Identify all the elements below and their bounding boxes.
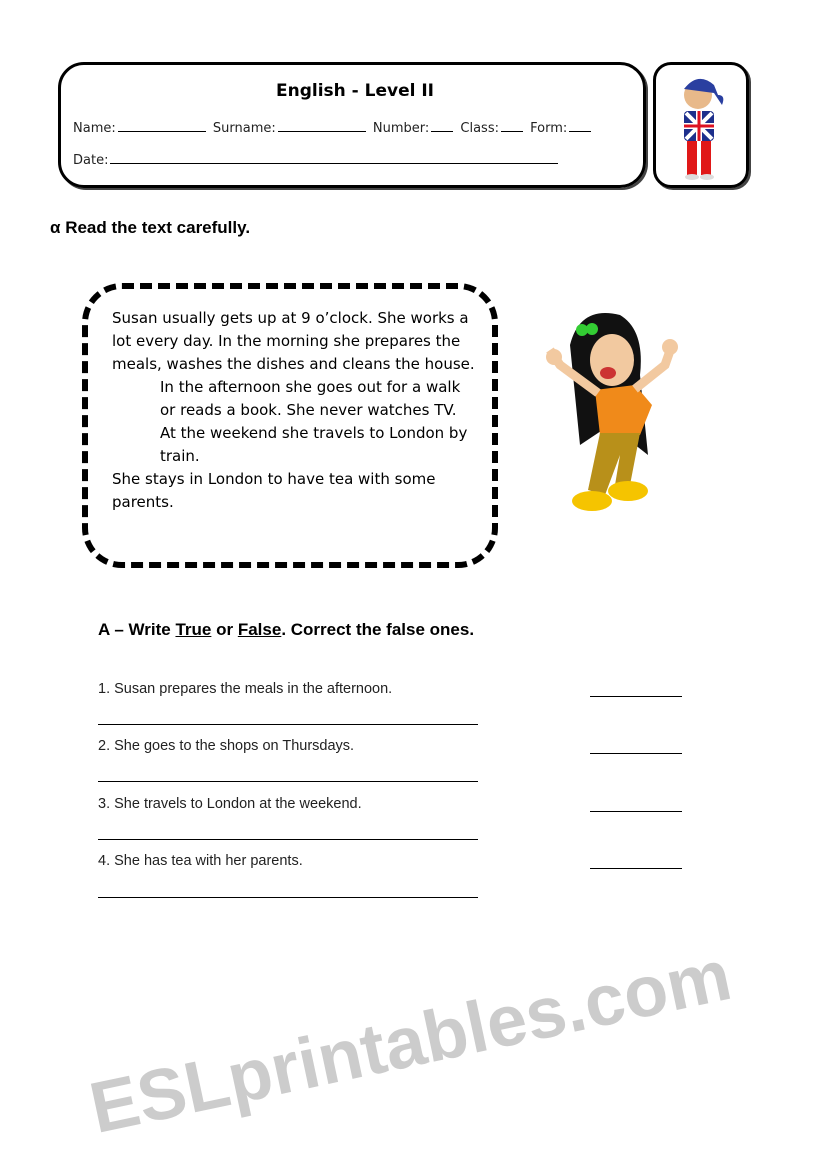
or-word: or xyxy=(211,620,238,639)
date-label: Date: xyxy=(73,153,109,168)
class-field[interactable] xyxy=(501,119,523,132)
form-field[interactable] xyxy=(569,119,591,132)
answer-1-blank[interactable] xyxy=(590,696,682,697)
paragraph: Susan usually gets up at 9 o’clock. She works a lot every day. In the morning she prepares the meals, washes the dishes and cleans the house. xyxy=(112,309,475,373)
question-1: 1. Susan prepares the meals in the afternoon. xyxy=(98,681,393,697)
true-word: True xyxy=(175,620,212,639)
date-row xyxy=(73,151,561,168)
correction-3-line[interactable] xyxy=(98,839,478,840)
watermark: ESLprintables.com xyxy=(83,935,738,1149)
question-2: 2. She goes to the shops on Thursdays. xyxy=(98,738,355,754)
answer-4-blank[interactable] xyxy=(590,868,682,869)
alpha-bullet-icon: α xyxy=(50,218,61,237)
worksheet-title: English - Level II xyxy=(275,81,435,101)
class-label: Class: xyxy=(460,121,499,136)
reading-text xyxy=(112,307,476,514)
paragraph: At the weekend she travels to London by train. xyxy=(160,424,468,465)
girl-cartoon-icon xyxy=(540,305,690,525)
answer-3-blank[interactable] xyxy=(590,811,682,812)
name-field[interactable] xyxy=(118,119,206,132)
reading-text-box xyxy=(82,283,498,568)
number-label: Number: xyxy=(372,121,430,136)
surname-label: Surname: xyxy=(212,121,276,136)
question-3: 3. She travels to London at the weekend. xyxy=(98,796,362,812)
paragraph: In the afternoon she goes out for a walk or reads a book. She never watches TV. xyxy=(160,378,461,419)
header-box xyxy=(58,62,646,188)
section-a-heading xyxy=(98,620,474,640)
boy-cartoon-icon xyxy=(656,65,746,185)
section-a-suffix: . Correct the false ones. xyxy=(281,620,475,639)
form-label: Form: xyxy=(530,121,568,136)
instruction-text: Read the text carefully. xyxy=(65,218,251,237)
answer-2-blank[interactable] xyxy=(590,753,682,754)
correction-4-line[interactable] xyxy=(98,897,478,898)
date-field[interactable] xyxy=(110,151,558,164)
false-word: False xyxy=(237,620,282,639)
boy-picture-box xyxy=(653,62,749,188)
question-4: 4. She has tea with her parents. xyxy=(98,853,303,869)
correction-1-line[interactable] xyxy=(98,724,478,725)
correction-2-line[interactable] xyxy=(98,781,478,782)
section-a-prefix: A – Write xyxy=(98,620,176,639)
paragraph: She stays in London to have tea with some parents. xyxy=(112,470,436,511)
number-field[interactable] xyxy=(431,119,453,132)
instruction-heading xyxy=(50,218,250,238)
name-label: Name: xyxy=(73,121,116,136)
surname-field[interactable] xyxy=(278,119,366,132)
student-fields xyxy=(73,119,594,136)
